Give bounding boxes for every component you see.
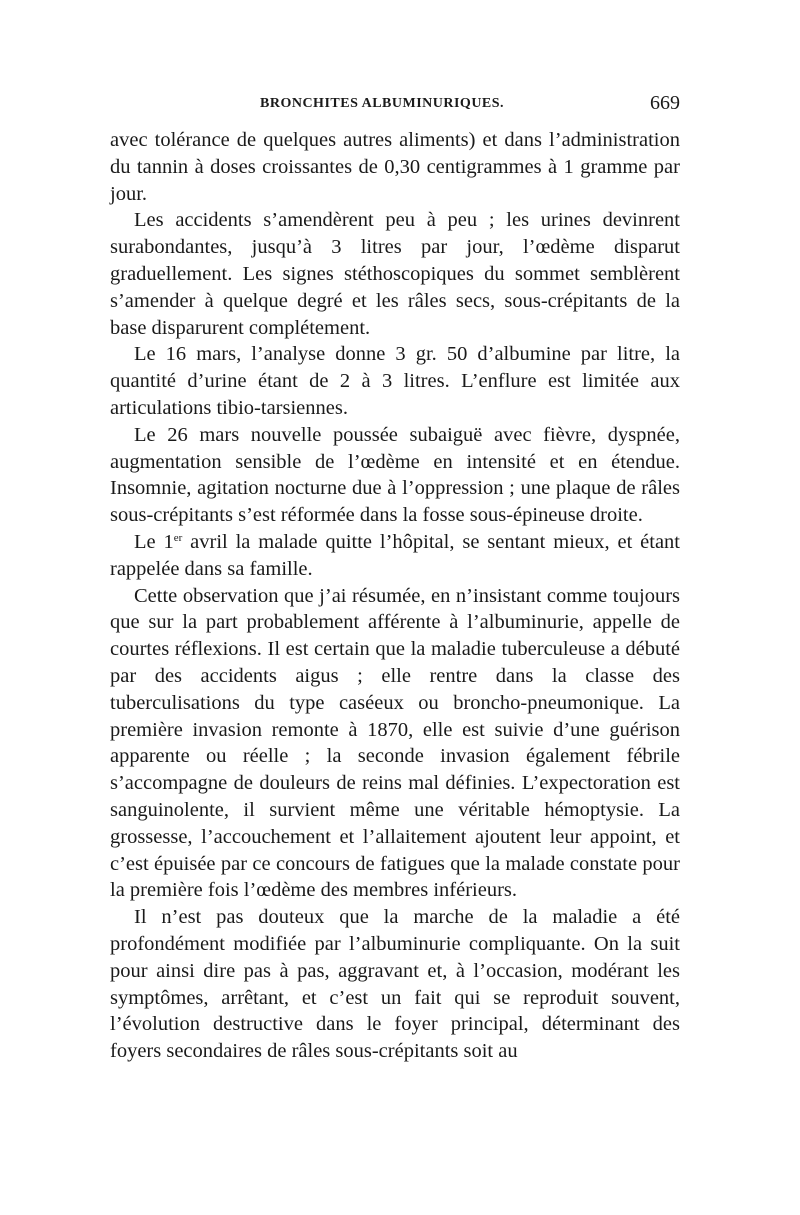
paragraph-6: Cette observation que j’ai résumée, en n’insistant comme toujours que sur la part probablement afférente à l’albuminurie, appelle de courtes réflexions. Il est certain que la maladie tuberculeuse a débuté par des accidents aigus ; elle rentre dans la classe des tuberculisations du type caséeux ou broncho-pneumonique. La première invasion remonte à 1870, elle est suivie d’une guérison apparente ou réelle ; la seconde invasion également fébrile s’accompagne de douleurs de reins mal définies. L’expectoration est sanguinolente, il survient même une véritable hémoptysie. La grossesse, l’accouchement et l’allaitement ajoutent leur appoint, et c’est épuisée par ce concours de fatigues que la malade constate pour la première fois l’œdème des membres inférieurs.: [110, 584, 680, 902]
paragraph-5-start: Le 1: [134, 530, 174, 553]
page-number: 669: [650, 92, 680, 114]
running-title: BRONCHITES ALBUMINURIQUES.: [260, 96, 505, 111]
paragraph-5-rest: avril la malade quitte l’hôpital, se sentant mieux, et étant rappelée dans sa famille.: [110, 530, 680, 580]
running-head: [110, 92, 680, 116]
paragraph-4: Le 26 mars nouvelle poussée subaiguë avec fièvre, dyspnée, augmentation sensible de l’œdème en intensité et en étendue. Insomnie, agitation nocturne due à l’oppression ; une plaque de râles sous-crépitants s’est réformée dans la fosse sous-épineuse droite.: [110, 423, 680, 527]
paragraph-2: Les accidents s’amendèrent peu à peu ; les urines devinrent surabondantes, jusqu’à 3 litres par jour, l’œdème disparut graduellement. Les signes stéthoscopiques du sommet semblèrent s’amender à quelque degré et les râles secs, sous-crépitants de la base disparurent complétement.: [110, 209, 680, 339]
paragraph-5: [110, 529, 680, 583]
ordinal-superscript: er: [173, 531, 183, 544]
paragraph-7: Il n’est pas douteux que la marche de la maladie a été profondément modifiée par l’albuminurie compliquante. On la suit pour ainsi dire pas à pas, aggravant et, à l’occasion, modérant les symptômes, arrêtant, et c’est un fait qui se reproduit souvent, l’évolution destructive dans le foyer principal, déterminant des foyers secondaires de râles sous-crépitants soit au: [110, 906, 680, 1063]
body-text: [110, 127, 680, 1065]
paragraph-1: avec tolérance de quelques autres aliments) et dans l’administration du tannin à doses croissantes de 0,30 centigrammes à 1 gramme par jour.: [110, 129, 680, 205]
paragraph-3: Le 16 mars, l’analyse donne 3 gr. 50 d’albumine par litre, la quantité d’urine étant de 2 à 3 litres. L’enflure est limitée aux articulations tibio-tarsiennes.: [110, 343, 680, 419]
